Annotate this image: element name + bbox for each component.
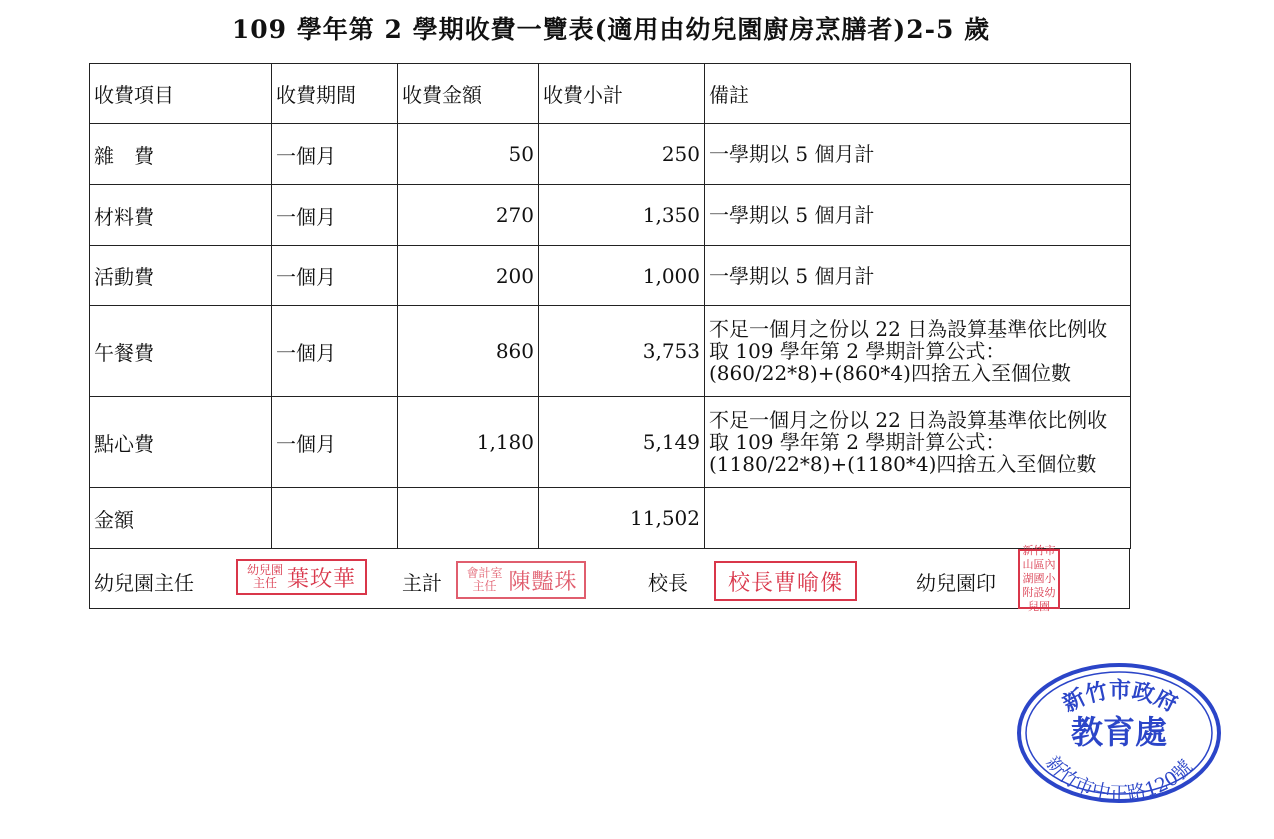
seal-bottom-text: 新竹市中正路120號 (1041, 751, 1198, 806)
principal-label: 校長 (648, 571, 688, 595)
period-cell: 一個月 (272, 185, 398, 246)
item-cell: 雜 費 (90, 124, 272, 185)
empty-cell (398, 488, 539, 549)
kindergarten-seal-label: 幼兒園印 (916, 571, 996, 595)
subtotal-cell: 5,149 (539, 397, 705, 488)
table-row (90, 124, 1131, 185)
amount-cell: 860 (398, 306, 539, 397)
note-cell: 一學期以 5 個月計 (705, 124, 1131, 185)
total-row (90, 488, 1131, 549)
table-row (90, 397, 1131, 488)
header-cell: 收費項目 (90, 64, 272, 124)
director-stamp (236, 559, 367, 595)
header-cell: 收費金額 (398, 64, 539, 124)
period-cell: 一個月 (272, 397, 398, 488)
signature-row (89, 544, 1130, 613)
amount-cell: 200 (398, 246, 539, 306)
item-cell: 點心費 (90, 397, 272, 488)
subtotal-cell: 1,350 (539, 185, 705, 246)
total-label: 金額 (90, 488, 272, 549)
empty-cell (272, 488, 398, 549)
period-cell: 一個月 (272, 246, 398, 306)
amount-cell: 270 (398, 185, 539, 246)
principal-stamp (714, 561, 857, 601)
note-cell: 不足一個月之份以 22 日為設算基準依比例收取 109 學年第 2 學期計算公式：(1180/22*8)+(1180*4)四捨五入至個位數 (705, 397, 1131, 488)
accountant-stamp-title: 會計室主任 (466, 566, 503, 593)
header-cell: 收費期間 (272, 64, 398, 124)
director-stamp-title: 幼兒園主任 (246, 563, 283, 590)
item-cell: 活動費 (90, 246, 272, 306)
empty-cell (705, 488, 1131, 549)
page-title: 109 學年第 2 學期收費一覽表(適用由幼兒園廚房烹膳者)2-5 歲 (231, 15, 991, 44)
note-cell: 不足一個月之份以 22 日為設算基準依比例收取 109 學年第 2 學期計算公式：(860/22*8)+(860*4)四捨五入至個位數 (705, 306, 1131, 397)
table-row (90, 306, 1131, 397)
accountant-stamp (456, 561, 586, 599)
kindergarten-seal: 新竹市山區內湖國小附設幼兒園 (1018, 549, 1060, 609)
note-cell: 一學期以 5 個月計 (705, 246, 1131, 306)
amount-cell: 1,180 (398, 397, 539, 488)
table-row (90, 246, 1131, 306)
seal-top-text: 新竹市政府 (1058, 677, 1182, 718)
header-cell: 收費小計 (539, 64, 705, 124)
header-cell: 備註 (705, 64, 1131, 124)
director-stamp-name: 葉玫華 (286, 566, 356, 592)
accountant-label: 主計 (402, 571, 442, 595)
principal-stamp-text: 校長曹喻傑 (727, 570, 843, 596)
period-cell: 一個月 (272, 306, 398, 397)
subtotal-cell: 250 (539, 124, 705, 185)
director-label: 幼兒園主任 (94, 571, 194, 595)
total-value: 11,502 (539, 488, 705, 549)
subtotal-cell: 1,000 (539, 246, 705, 306)
item-cell: 午餐費 (90, 306, 272, 397)
amount-cell: 50 (398, 124, 539, 185)
fee-table (89, 63, 1131, 549)
table-row (90, 185, 1131, 246)
note-cell: 一學期以 5 個月計 (705, 185, 1131, 246)
header-row (90, 64, 1131, 124)
education-department-seal (1014, 660, 1224, 806)
period-cell: 一個月 (272, 124, 398, 185)
subtotal-cell: 3,753 (539, 306, 705, 397)
accountant-stamp-name: 陳豔珠 (508, 569, 578, 595)
seal-center-text: 教育處 (1070, 713, 1168, 751)
item-cell: 材料費 (90, 185, 272, 246)
